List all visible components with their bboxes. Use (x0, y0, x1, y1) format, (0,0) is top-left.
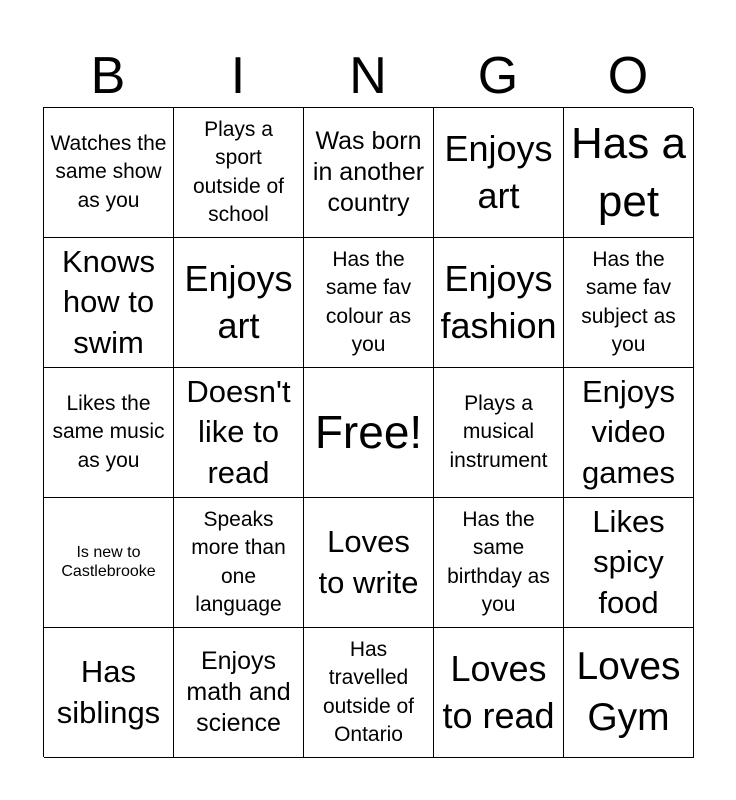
bingo-cell[interactable] (304, 108, 434, 238)
bingo-cell[interactable] (44, 368, 174, 498)
cell-text: Was born in another country (312, 126, 425, 218)
cell-text: Enjoys video games (581, 374, 676, 490)
cell-text: Likes spicy food (592, 504, 665, 620)
bingo-cell[interactable] (174, 368, 304, 498)
cell-text: Is new to Castlebrooke (61, 544, 156, 580)
bingo-cell[interactable] (174, 498, 304, 628)
cell-text: Loves to read (442, 647, 555, 736)
header-letter-b: B (90, 47, 126, 105)
bingo-cell[interactable] (564, 628, 694, 758)
bingo-cell[interactable] (564, 238, 694, 368)
bingo-cell[interactable] (304, 628, 434, 758)
cell-text: Plays a sport outside of school (192, 117, 285, 226)
bingo-cell[interactable] (44, 628, 174, 758)
cell-text: Speaks more than one language (191, 507, 286, 616)
header-letter-n: N (349, 47, 387, 105)
bingo-cell[interactable] (564, 498, 694, 628)
cell-text: Loves to write (318, 524, 419, 600)
free-space-text: Free! (314, 405, 423, 458)
header-letter-o: O (607, 47, 649, 105)
bingo-cell[interactable] (174, 628, 304, 758)
cell-text: Enjoys art (184, 257, 293, 346)
bingo-cell[interactable] (174, 108, 304, 238)
cell-text: Likes the same music as you (52, 391, 165, 472)
cell-text: Has a pet (571, 119, 686, 226)
bingo-board (43, 107, 693, 757)
bingo-cell[interactable] (44, 108, 174, 238)
bingo-cell[interactable] (304, 238, 434, 368)
bingo-cell[interactable] (564, 108, 694, 238)
cell-text: Enjoys fashion (440, 257, 557, 346)
cell-text: Doesn't like to read (186, 374, 291, 490)
bingo-cell[interactable] (44, 238, 174, 368)
cell-text: Enjoys art (444, 127, 553, 216)
bingo-header (43, 45, 693, 107)
cell-text: Enjoys math and science (186, 646, 291, 738)
header-letter-i: I (230, 47, 246, 105)
bingo-cell[interactable] (174, 238, 304, 368)
cell-text: Has siblings (56, 654, 161, 730)
bingo-cell[interactable] (434, 108, 564, 238)
bingo-cell[interactable] (434, 238, 564, 368)
header-letter-g: G (477, 47, 519, 105)
cell-text: Knows how to swim (61, 244, 156, 360)
cell-text: Has the same birthday as you (447, 507, 550, 616)
cell-text: Watches the same show as you (50, 131, 167, 212)
bingo-cell-free[interactable] (304, 368, 434, 498)
cell-text: Loves Gym (576, 644, 681, 739)
bingo-cell[interactable] (304, 498, 434, 628)
cell-text: Has travelled outside of Ontario (322, 637, 415, 746)
bingo-cell[interactable] (564, 368, 694, 498)
cell-text: Has the same fav colour as you (325, 247, 412, 356)
cell-text: Has the same fav subject as you (581, 247, 676, 356)
cell-text: Plays a musical instrument (449, 391, 548, 472)
bingo-cell[interactable] (434, 628, 564, 758)
bingo-cell[interactable] (434, 498, 564, 628)
bingo-cell[interactable] (434, 368, 564, 498)
bingo-cell[interactable] (44, 498, 174, 628)
